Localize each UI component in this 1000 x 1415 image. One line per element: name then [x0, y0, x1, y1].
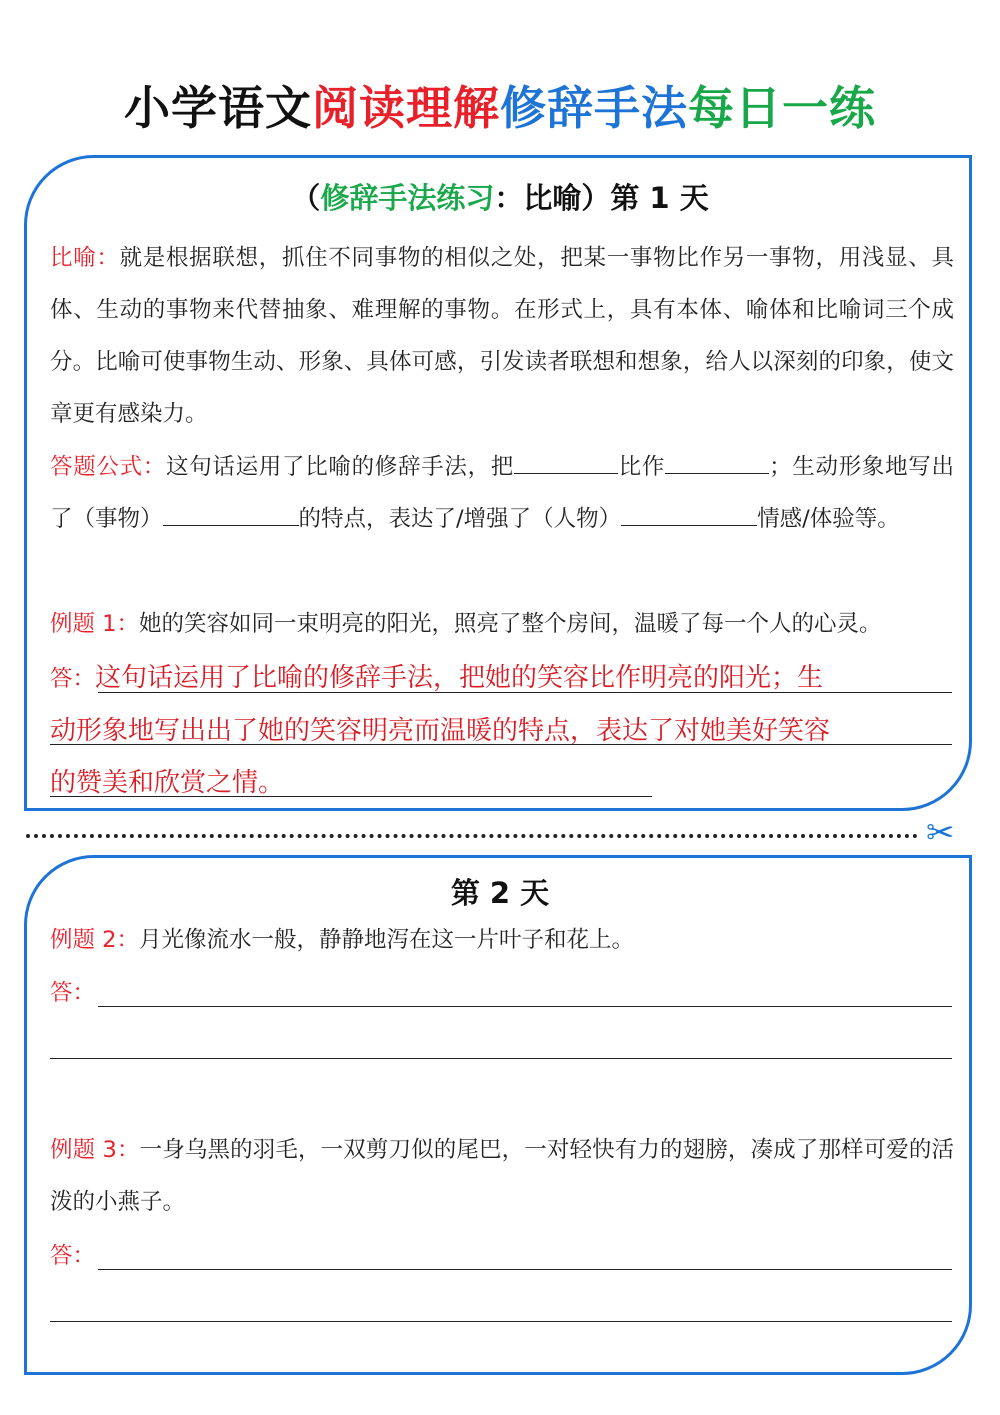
answer1-underline-1	[98, 692, 952, 693]
answer2-line-2[interactable]	[50, 1058, 952, 1059]
formula-text-a: 这句话运用了比喻的修辞手法，把	[166, 454, 514, 480]
title-part-2: 阅读理解	[312, 81, 500, 135]
answer3-line-1[interactable]	[98, 1269, 952, 1270]
definition-paragraph	[50, 232, 954, 440]
example1	[50, 598, 954, 650]
answer3-row	[50, 1230, 954, 1282]
day1-heading-rest: ：比喻）第 1 天	[494, 181, 709, 215]
definition-label: 比喻：	[50, 245, 120, 271]
example2-text: 月光像流水一般，静静地泻在这一片叶子和花上。	[138, 927, 634, 953]
formula-text-d: 的特点，表达了/增强了（人物）	[298, 506, 622, 532]
blank-tenor[interactable]	[514, 447, 618, 474]
answer2-label: 答：	[50, 980, 96, 1006]
formula-text-c: ；生动形象地写出了（事物）	[50, 454, 954, 532]
blank-feature[interactable]	[163, 499, 299, 526]
definition-text: 就是根据联想，抓住不同事物的相似之处，把某一事物比作另一事物，用浅显、具体、生动的事物来代替抽象、难理解的事物。在形式上，具有本体、喻体和比喻词三个成分。比喻可使事物生动、形象、具体可感，引发读者联想和想象，给人以深刻的印象，使文章更有感染力。	[50, 245, 954, 427]
formula-text-e: 情感/体验等。	[757, 506, 900, 532]
title-part-3: 修辞手法	[500, 81, 688, 135]
title-part-4: 每日一练	[688, 81, 876, 135]
day1-heading-open: （	[291, 181, 321, 215]
answer3-label: 答：	[50, 1243, 96, 1269]
answer2-line-1[interactable]	[98, 1006, 952, 1007]
answer1-text-1: 这句话运用了比喻的修辞手法，把她的笑容比作明亮的阳光；生	[95, 663, 824, 693]
answer3-line-2[interactable]	[50, 1321, 952, 1322]
scissors-icon: ✂	[926, 813, 955, 853]
example2-label: 例题 2：	[50, 927, 139, 953]
formula-label: 答题公式：	[50, 454, 166, 480]
formula-paragraph	[50, 441, 954, 545]
day1-heading-green: 修辞手法练习	[320, 181, 495, 215]
answer2-row	[50, 967, 954, 1019]
formula-text-b: 比作	[617, 454, 666, 480]
example3-text: 一身乌黑的羽毛，一双剪刀似的尾巴，一对轻快有力的翅膀，凑成了那样可爱的活泼的小燕子。	[50, 1137, 954, 1215]
page-title	[0, 72, 1000, 138]
example3	[50, 1124, 954, 1228]
example2	[50, 914, 954, 966]
answer1-label: 答：	[50, 666, 96, 692]
answer1-line-3: 的赞美和欣赏之情。	[50, 768, 285, 798]
answer1	[50, 652, 954, 809]
cut-line	[26, 834, 918, 838]
answer1-underline-2	[50, 744, 952, 745]
example1-text: 她的笑容如同一束明亮的阳光，照亮了整个房间，温暖了每一个人的心灵。	[138, 611, 882, 637]
blank-emotion[interactable]	[621, 499, 757, 526]
example3-label: 例题 3：	[50, 1137, 140, 1163]
title-part-1: 小学语文	[124, 81, 312, 135]
blank-vehicle[interactable]	[665, 447, 769, 474]
answer1-line-1	[50, 652, 954, 705]
example1-label: 例题 1：	[50, 611, 139, 637]
answer1-line-2: 动形象地写出出了她的笑容明亮而温暖的特点，表达了对她美好笑容	[50, 716, 831, 746]
day1-heading	[0, 176, 1000, 217]
day2-heading: 第 2 天	[450, 876, 550, 910]
answer1-underline-3	[50, 796, 652, 797]
